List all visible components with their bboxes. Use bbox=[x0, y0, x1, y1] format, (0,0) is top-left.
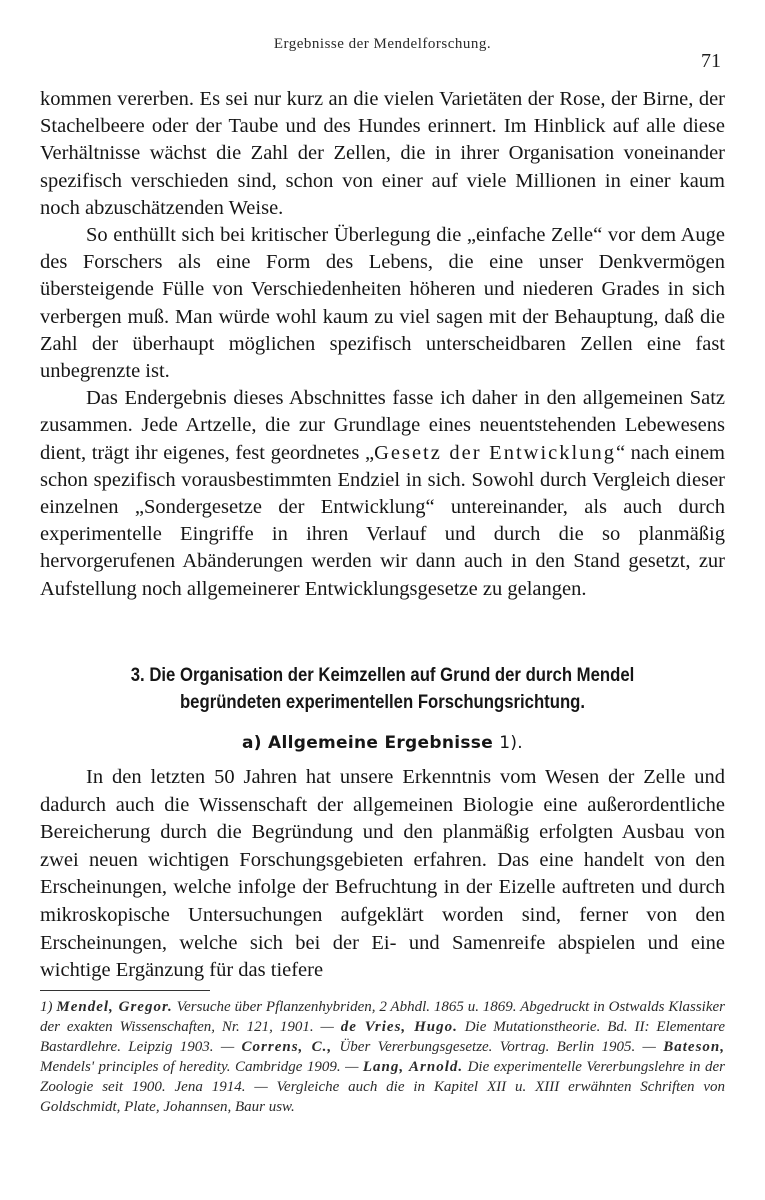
subsection-title: a) Allgemeine Ergebnisse bbox=[241, 733, 494, 753]
paragraph-3-part-2: “ nach einem schon spezifisch vorausbestimmten Endziel in sich. Sowohl durch Vergleich dieser einzelnen „Sondergesetze der Entwicklung“ untereinander, als auch durch experimentelle Eingriffe in ihren Verlauf und durch die so planmäßig hervorgerufenen Abänderungen werden wir dann auch in den Stand gesetzt, zur Aufstellung noch allgemeinerer Entwicklungsgesetze zu gelangen. bbox=[40, 441, 726, 600]
footnote-marker: 1) bbox=[40, 999, 53, 1015]
footnote-citation: Mendels' principles of heredity. Cambridge 1909. — bbox=[40, 1059, 363, 1075]
footnote-author: de Vries, Hugo. bbox=[340, 1019, 458, 1035]
section-heading-line-2: begründeten experimentellen Forschungsrichtung. bbox=[179, 692, 586, 713]
footnote-author: Bateson, bbox=[663, 1039, 725, 1055]
footnote-author: Lang, Arnold. bbox=[362, 1059, 464, 1075]
footnote-divider bbox=[40, 990, 210, 991]
footnote-citation: Die Mutationstheorie. Bd. II: Elementare Bastardlehre. Leipzig 1903. — bbox=[40, 1019, 725, 1055]
body-text bbox=[40, 86, 725, 603]
footnote-reference: 1). bbox=[499, 733, 524, 753]
paragraph-3-part-1: Das Endergebnis dieses Abschnittes fasse ich daher in den allgemeinen Satz zusammen. Jede Artzelle, die zur Grundlage eines neuentstehenden Lebewesens dient, trägt ihr eigenes, fest geordnetes „ bbox=[40, 387, 725, 464]
paragraph-3 bbox=[40, 385, 725, 603]
emphasized-term: Gesetz der Entwicklung bbox=[374, 441, 616, 464]
footnote bbox=[40, 997, 725, 1117]
section-paragraph: In den letzten 50 Jahren hat unsere Erkenntnis vom Wesen der Zelle und dadurch auch die Wissenschaft der allgemeinen Biologie eine außerordentliche Bereicherung durch die Begründung und den planmäßig erfolgten Ausbau von zwei neuen wichtigen Forschungsgebieten erfahren. Das eine handelt von den Erscheinungen, welche infolge der Befruchtung in der Eizelle auftreten und durch mikroskopische Untersuchungen aufgeklärt worden sind, ferner von den Erscheinungen, welche sich bei der Ei- und Samenreife abspielen und eine wichtige Ergänzung für das tiefere bbox=[40, 766, 725, 982]
paragraph-1: kommen vererben. Es sei nur kurz an die vielen Varietäten der Rose, der Birne, der Stachelbeere oder der Taube und des Hundes erinnert. Im Hinblick auf alle diese Verhältnisse wächst die Zahl der Zellen, die in ihrer Organisation voneinander spezifisch verschieden sind, schon von einer auf viele Millionen in einer kaum noch abzuschätzenden Weise. bbox=[40, 88, 725, 219]
section-heading bbox=[81, 662, 684, 716]
page-number: 71 bbox=[701, 50, 721, 72]
footnote-citation: Über Vererbungsgesetze. Vortrag. Berlin 1905. — bbox=[332, 1039, 664, 1055]
footnote-author: Mendel, Gregor. bbox=[56, 999, 173, 1015]
footnote-author: Correns, C., bbox=[241, 1039, 333, 1055]
running-head: Ergebnisse der Mendelforschung. bbox=[273, 36, 492, 52]
subsection-heading bbox=[40, 733, 725, 753]
paragraph-2: So enthüllt sich bei kritischer Überlegung die „einfache Zelle“ vor dem Auge des Forschers als eine Form des Lebens, die eine unser Denkvermögen übersteigende Fülle von Verschiedenheiten höheren und niederen Grades in sich verbergen muß. Man würde wohl kaum zu viel sagen mit der Behauptung, daß die Zahl der überhaupt möglichen spezifisch unterscheidbaren Zellen eine fast unbegrenzte ist. bbox=[40, 224, 725, 383]
footnote-citation: Die experimentelle Vererbungslehre in der Zoologie seit 1900. Jena 1914. — Vergleiche auch die in Kapitel XII u. XIII erwähnten Schriften von Goldschmidt, Plate, Johannsen, Baur usw. bbox=[40, 1059, 725, 1115]
section-body-text bbox=[40, 764, 725, 985]
section-heading-line-1: 3. Die Organisation der Keimzellen auf Grund der durch Mendel bbox=[130, 665, 635, 686]
footnote-citation: Versuche über Pflanzenhybriden, 2 Abhdl. 1865 u. 1869. Abgedruckt in Ostwalds Klassiker der exakten Wissenschaften, Nr. 121, 1901. — bbox=[40, 999, 726, 1035]
